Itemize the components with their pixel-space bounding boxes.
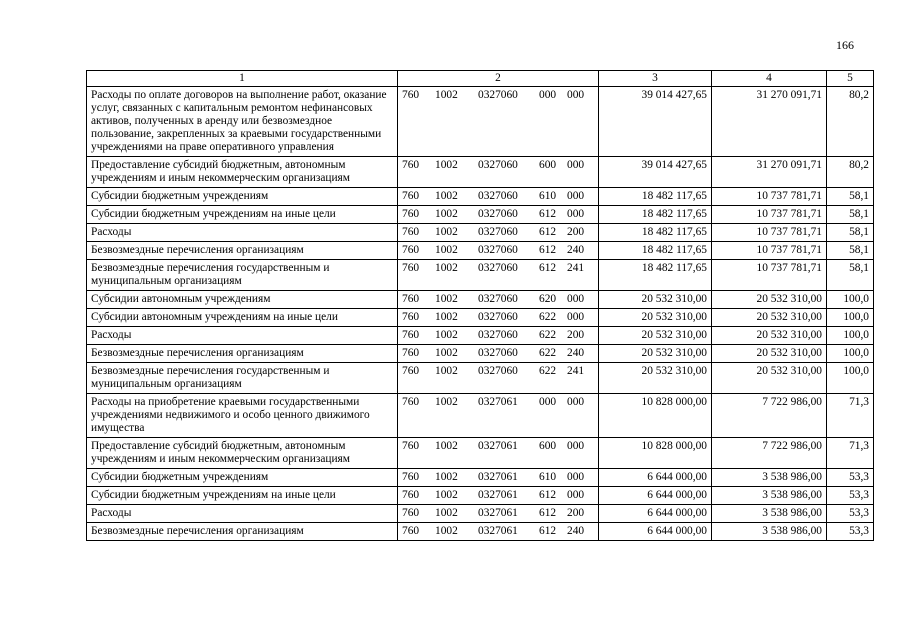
code-expense-type: 622 xyxy=(539,347,557,359)
code-kosgu: 000 xyxy=(567,489,585,501)
row-planned: 18 482 117,65 xyxy=(599,260,712,291)
row-executed: 3 538 986,00 xyxy=(712,505,827,523)
row-executed: 20 532 310,00 xyxy=(712,309,827,327)
code-kosgu: 000 xyxy=(567,396,585,408)
code-target: 0327061 xyxy=(478,471,518,483)
row-executed: 20 532 310,00 xyxy=(712,291,827,309)
row-codes xyxy=(398,242,599,260)
row-codes xyxy=(398,523,599,541)
row-planned: 10 828 000,00 xyxy=(599,438,712,469)
page-number: 166 xyxy=(836,38,854,52)
code-section: 1002 xyxy=(435,489,458,501)
code-section: 1002 xyxy=(435,293,458,305)
row-codes xyxy=(398,260,599,291)
code-kosgu: 000 xyxy=(567,440,585,452)
code-kosgu: 241 xyxy=(567,365,585,377)
row-description: Субсидии бюджетным учреждениям на иные цели xyxy=(87,487,398,505)
code-ministry: 760 xyxy=(402,329,420,341)
row-codes xyxy=(398,188,599,206)
row-executed: 7 722 986,00 xyxy=(712,438,827,469)
row-codes xyxy=(398,469,599,487)
table-body xyxy=(87,87,874,541)
row-description: Безвозмездные перечисления организациям xyxy=(87,242,398,260)
header-row xyxy=(87,71,874,87)
code-kosgu: 000 xyxy=(567,311,585,323)
row-executed: 10 737 781,71 xyxy=(712,242,827,260)
code-ministry: 760 xyxy=(402,365,420,377)
code-expense-type: 612 xyxy=(539,507,557,519)
row-codes xyxy=(398,224,599,242)
row-codes xyxy=(398,327,599,345)
row-description: Субсидии автономным учреждениям xyxy=(87,291,398,309)
code-ministry: 760 xyxy=(402,347,420,359)
code-target: 0327060 xyxy=(478,208,518,220)
code-ministry: 760 xyxy=(402,489,420,501)
row-description: Безвозмездные перечисления организациям xyxy=(87,523,398,541)
code-target: 0327061 xyxy=(478,440,518,452)
code-kosgu: 000 xyxy=(567,208,585,220)
row-percent: 80,2 xyxy=(827,87,874,157)
header-col-4: 4 xyxy=(712,71,827,87)
code-section: 1002 xyxy=(435,262,458,274)
code-kosgu: 000 xyxy=(567,190,585,202)
code-section: 1002 xyxy=(435,208,458,220)
row-codes xyxy=(398,87,599,157)
table-row xyxy=(87,438,874,469)
table-row xyxy=(87,188,874,206)
row-planned: 20 532 310,00 xyxy=(599,363,712,394)
row-planned: 20 532 310,00 xyxy=(599,291,712,309)
row-description: Предоставление субсидий бюджетным, автономным учреждениям и иным некоммерческим организациям xyxy=(87,438,398,469)
code-kosgu: 240 xyxy=(567,525,585,537)
code-section: 1002 xyxy=(435,244,458,256)
table-row xyxy=(87,242,874,260)
row-planned: 20 532 310,00 xyxy=(599,309,712,327)
row-codes xyxy=(398,206,599,224)
code-section: 1002 xyxy=(435,311,458,323)
code-expense-type: 600 xyxy=(539,440,557,452)
code-expense-type: 000 xyxy=(539,396,557,408)
code-kosgu: 240 xyxy=(567,244,585,256)
table-row xyxy=(87,157,874,188)
table-row xyxy=(87,87,874,157)
header-col-1: 1 xyxy=(87,71,398,87)
row-description: Субсидии бюджетным учреждениям на иные цели xyxy=(87,206,398,224)
row-percent: 58,1 xyxy=(827,188,874,206)
row-percent: 100,0 xyxy=(827,291,874,309)
table-row xyxy=(87,523,874,541)
code-ministry: 760 xyxy=(402,262,420,274)
header-col-3: 3 xyxy=(599,71,712,87)
code-section: 1002 xyxy=(435,226,458,238)
code-target: 0327060 xyxy=(478,244,518,256)
code-kosgu: 000 xyxy=(567,293,585,305)
code-section: 1002 xyxy=(435,507,458,519)
row-percent: 58,1 xyxy=(827,242,874,260)
row-planned: 18 482 117,65 xyxy=(599,206,712,224)
code-target: 0327060 xyxy=(478,159,518,171)
row-percent: 80,2 xyxy=(827,157,874,188)
code-ministry: 760 xyxy=(402,89,420,101)
row-description: Безвозмездные перечисления государственным и муниципальным организациям xyxy=(87,363,398,394)
row-planned: 18 482 117,65 xyxy=(599,242,712,260)
code-ministry: 760 xyxy=(402,311,420,323)
table-row xyxy=(87,505,874,523)
table-row xyxy=(87,224,874,242)
row-description: Субсидии автономным учреждениям на иные цели xyxy=(87,309,398,327)
code-section: 1002 xyxy=(435,440,458,452)
code-expense-type: 622 xyxy=(539,365,557,377)
code-section: 1002 xyxy=(435,365,458,377)
table-row xyxy=(87,327,874,345)
code-ministry: 760 xyxy=(402,507,420,519)
table-row xyxy=(87,260,874,291)
table-row xyxy=(87,469,874,487)
code-kosgu: 000 xyxy=(567,159,585,171)
row-planned: 6 644 000,00 xyxy=(599,505,712,523)
code-kosgu: 200 xyxy=(567,226,585,238)
row-planned: 20 532 310,00 xyxy=(599,327,712,345)
row-executed: 10 737 781,71 xyxy=(712,224,827,242)
row-planned: 18 482 117,65 xyxy=(599,224,712,242)
code-expense-type: 610 xyxy=(539,190,557,202)
code-ministry: 760 xyxy=(402,159,420,171)
row-codes xyxy=(398,394,599,438)
code-expense-type: 612 xyxy=(539,208,557,220)
row-executed: 31 270 091,71 xyxy=(712,157,827,188)
table-row xyxy=(87,345,874,363)
table-row xyxy=(87,206,874,224)
row-codes xyxy=(398,363,599,394)
code-expense-type: 612 xyxy=(539,525,557,537)
row-codes xyxy=(398,438,599,469)
row-executed: 3 538 986,00 xyxy=(712,523,827,541)
row-percent: 71,3 xyxy=(827,438,874,469)
code-target: 0327060 xyxy=(478,226,518,238)
code-target: 0327060 xyxy=(478,190,518,202)
row-executed: 20 532 310,00 xyxy=(712,345,827,363)
code-ministry: 760 xyxy=(402,244,420,256)
code-expense-type: 610 xyxy=(539,471,557,483)
row-planned: 20 532 310,00 xyxy=(599,345,712,363)
code-kosgu: 241 xyxy=(567,262,585,274)
row-executed: 20 532 310,00 xyxy=(712,327,827,345)
table-row xyxy=(87,309,874,327)
code-target: 0327060 xyxy=(478,365,518,377)
row-executed: 3 538 986,00 xyxy=(712,487,827,505)
code-target: 0327060 xyxy=(478,311,518,323)
code-expense-type: 000 xyxy=(539,89,557,101)
code-section: 1002 xyxy=(435,471,458,483)
row-percent: 53,3 xyxy=(827,487,874,505)
code-section: 1002 xyxy=(435,190,458,202)
code-target: 0327061 xyxy=(478,507,518,519)
code-section: 1002 xyxy=(435,347,458,359)
row-executed: 10 737 781,71 xyxy=(712,188,827,206)
row-percent: 100,0 xyxy=(827,345,874,363)
row-percent: 58,1 xyxy=(827,206,874,224)
row-planned: 6 644 000,00 xyxy=(599,487,712,505)
row-description: Расходы xyxy=(87,224,398,242)
code-target: 0327060 xyxy=(478,347,518,359)
code-expense-type: 612 xyxy=(539,262,557,274)
code-kosgu: 200 xyxy=(567,507,585,519)
row-percent: 100,0 xyxy=(827,363,874,394)
row-planned: 39 014 427,65 xyxy=(599,87,712,157)
row-percent: 53,3 xyxy=(827,505,874,523)
code-target: 0327061 xyxy=(478,525,518,537)
row-percent: 100,0 xyxy=(827,309,874,327)
code-expense-type: 612 xyxy=(539,226,557,238)
row-percent: 100,0 xyxy=(827,327,874,345)
code-ministry: 760 xyxy=(402,525,420,537)
row-codes xyxy=(398,505,599,523)
code-expense-type: 600 xyxy=(539,159,557,171)
table-row xyxy=(87,363,874,394)
code-section: 1002 xyxy=(435,329,458,341)
code-target: 0327061 xyxy=(478,489,518,501)
code-ministry: 760 xyxy=(402,226,420,238)
row-executed: 3 538 986,00 xyxy=(712,469,827,487)
code-section: 1002 xyxy=(435,89,458,101)
row-codes xyxy=(398,157,599,188)
row-planned: 39 014 427,65 xyxy=(599,157,712,188)
code-target: 0327060 xyxy=(478,262,518,274)
code-target: 0327060 xyxy=(478,89,518,101)
row-executed: 10 737 781,71 xyxy=(712,206,827,224)
header-col-5: 5 xyxy=(827,71,874,87)
row-codes xyxy=(398,345,599,363)
row-executed: 7 722 986,00 xyxy=(712,394,827,438)
code-ministry: 760 xyxy=(402,293,420,305)
row-planned: 10 828 000,00 xyxy=(599,394,712,438)
row-executed: 10 737 781,71 xyxy=(712,260,827,291)
code-ministry: 760 xyxy=(402,208,420,220)
code-expense-type: 612 xyxy=(539,489,557,501)
row-description: Расходы xyxy=(87,327,398,345)
row-description: Расходы на приобретение краевыми государственными учреждениями недвижимого и особо ценного движимого имущества xyxy=(87,394,398,438)
code-kosgu: 000 xyxy=(567,89,585,101)
code-section: 1002 xyxy=(435,159,458,171)
row-description: Субсидии бюджетным учреждениям xyxy=(87,188,398,206)
code-expense-type: 622 xyxy=(539,329,557,341)
row-planned: 18 482 117,65 xyxy=(599,188,712,206)
code-expense-type: 622 xyxy=(539,311,557,323)
code-ministry: 760 xyxy=(402,440,420,452)
code-target: 0327061 xyxy=(478,396,518,408)
row-planned: 6 644 000,00 xyxy=(599,523,712,541)
row-description: Безвозмездные перечисления организациям xyxy=(87,345,398,363)
table-row xyxy=(87,487,874,505)
row-description: Предоставление субсидий бюджетным, автономным учреждениям и иным некоммерческим организациям xyxy=(87,157,398,188)
row-executed: 20 532 310,00 xyxy=(712,363,827,394)
row-description: Расходы по оплате договоров на выполнение работ, оказание услуг, связанных с капитальным ремонтом нефинансовых активов, полученных в аренду или безвозмездное пользование, закрепленных за краевыми государственными учреждениями на праве оперативного управления xyxy=(87,87,398,157)
row-description: Безвозмездные перечисления государственным и муниципальным организациям xyxy=(87,260,398,291)
row-percent: 53,3 xyxy=(827,469,874,487)
row-planned: 6 644 000,00 xyxy=(599,469,712,487)
code-ministry: 760 xyxy=(402,471,420,483)
row-codes xyxy=(398,487,599,505)
row-executed: 31 270 091,71 xyxy=(712,87,827,157)
row-description: Субсидии бюджетным учреждениям xyxy=(87,469,398,487)
code-target: 0327060 xyxy=(478,293,518,305)
budget-table xyxy=(86,70,874,541)
row-description: Расходы xyxy=(87,505,398,523)
row-percent: 71,3 xyxy=(827,394,874,438)
code-section: 1002 xyxy=(435,396,458,408)
table-row xyxy=(87,291,874,309)
row-percent: 58,1 xyxy=(827,260,874,291)
code-ministry: 760 xyxy=(402,396,420,408)
code-kosgu: 000 xyxy=(567,471,585,483)
code-expense-type: 620 xyxy=(539,293,557,305)
code-ministry: 760 xyxy=(402,190,420,202)
code-expense-type: 612 xyxy=(539,244,557,256)
row-codes xyxy=(398,309,599,327)
header-col-2: 2 xyxy=(398,71,599,87)
code-kosgu: 200 xyxy=(567,329,585,341)
code-kosgu: 240 xyxy=(567,347,585,359)
row-percent: 58,1 xyxy=(827,224,874,242)
row-codes xyxy=(398,291,599,309)
code-section: 1002 xyxy=(435,525,458,537)
table-row xyxy=(87,394,874,438)
row-percent: 53,3 xyxy=(827,523,874,541)
code-target: 0327060 xyxy=(478,329,518,341)
